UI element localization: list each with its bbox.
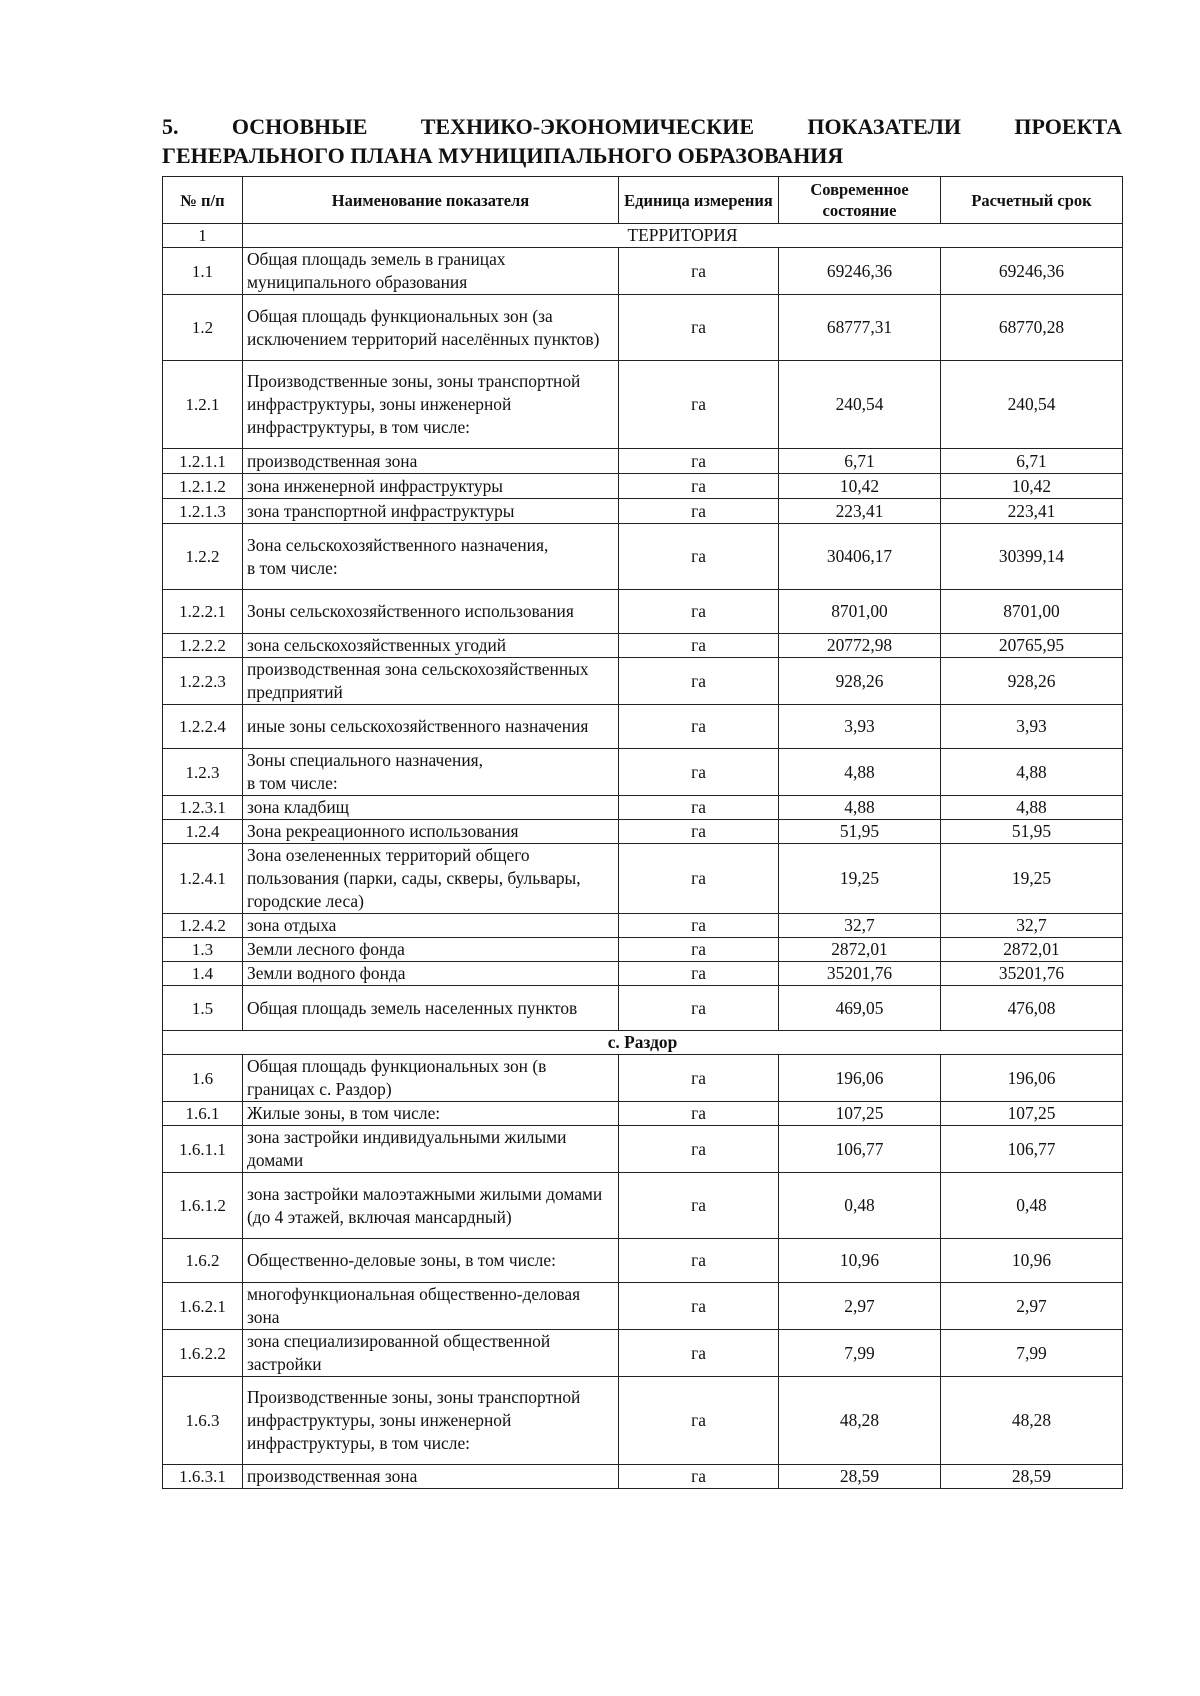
row-number: 1.6.1 bbox=[163, 1102, 243, 1126]
indicator-name: производственная зона bbox=[243, 1465, 619, 1489]
unit-cell: га bbox=[619, 1055, 779, 1102]
row-number: 1.6.1.1 bbox=[163, 1126, 243, 1173]
unit-cell: га bbox=[619, 248, 779, 295]
current-value: 4,88 bbox=[779, 796, 941, 820]
current-value: 2,97 bbox=[779, 1283, 941, 1330]
table-row bbox=[163, 914, 1123, 938]
unit-cell: га bbox=[619, 938, 779, 962]
unit-cell: га bbox=[619, 749, 779, 796]
table-row bbox=[163, 1239, 1123, 1283]
unit-cell: га bbox=[619, 1330, 779, 1377]
row-number: 1.5 bbox=[163, 986, 243, 1031]
table-row bbox=[163, 361, 1123, 449]
planned-value: 68770,28 bbox=[941, 295, 1123, 361]
section-title-line2: ГЕНЕРАЛЬНОГО ПЛАНА МУНИЦИПАЛЬНОГО ОБРАЗОВАНИЯ bbox=[162, 143, 844, 168]
indicator-name: Производственные зоны, зоны транспортной инфраструктуры, зоны инженерной инфраструктуры, в том числе: bbox=[243, 361, 619, 449]
indicator-name: Зона рекреационного использования bbox=[243, 820, 619, 844]
planned-value: 223,41 bbox=[941, 499, 1123, 524]
indicator-name: зона кладбищ bbox=[243, 796, 619, 820]
unit-cell: га bbox=[619, 1239, 779, 1283]
current-value: 35201,76 bbox=[779, 962, 941, 986]
current-value: 469,05 bbox=[779, 986, 941, 1031]
row-number: 1.2.1.2 bbox=[163, 474, 243, 499]
planned-value: 7,99 bbox=[941, 1330, 1123, 1377]
table-row bbox=[163, 634, 1123, 658]
row-number: 1.4 bbox=[163, 962, 243, 986]
table-row bbox=[163, 499, 1123, 524]
table-row bbox=[163, 1465, 1123, 1489]
unit-cell: га bbox=[619, 499, 779, 524]
unit-cell: га bbox=[619, 1377, 779, 1465]
indicator-name: зона транспортной инфраструктуры bbox=[243, 499, 619, 524]
unit-cell: га bbox=[619, 962, 779, 986]
table-row bbox=[163, 1330, 1123, 1377]
current-value: 223,41 bbox=[779, 499, 941, 524]
current-value: 10,96 bbox=[779, 1239, 941, 1283]
planned-value: 30399,14 bbox=[941, 524, 1123, 590]
planned-value: 2,97 bbox=[941, 1283, 1123, 1330]
indicator-name: многофункциональная общественно-деловая зона bbox=[243, 1283, 619, 1330]
unit-cell: га bbox=[619, 705, 779, 749]
indicator-name: производственная зона сельскохозяйственных предприятий bbox=[243, 658, 619, 705]
planned-value: 6,71 bbox=[941, 449, 1123, 474]
planned-value: 476,08 bbox=[941, 986, 1123, 1031]
row-number: 1.6.2.1 bbox=[163, 1283, 243, 1330]
table-header-row bbox=[163, 177, 1123, 224]
current-value: 4,88 bbox=[779, 749, 941, 796]
current-value: 28,59 bbox=[779, 1465, 941, 1489]
row-number: 1.2.2.2 bbox=[163, 634, 243, 658]
table-row bbox=[163, 248, 1123, 295]
row-number: 1.2.1 bbox=[163, 361, 243, 449]
current-value: 107,25 bbox=[779, 1102, 941, 1126]
document-page bbox=[162, 112, 1122, 1486]
table-row bbox=[163, 474, 1123, 499]
planned-value: 106,77 bbox=[941, 1126, 1123, 1173]
row-number: 1.6 bbox=[163, 1055, 243, 1102]
indicator-name: зона застройки индивидуальными жилыми домами bbox=[243, 1126, 619, 1173]
indicator-name: Общая площадь земель населенных пунктов bbox=[243, 986, 619, 1031]
section-number: 1 bbox=[163, 224, 243, 248]
planned-value: 4,88 bbox=[941, 749, 1123, 796]
planned-value: 69246,36 bbox=[941, 248, 1123, 295]
indicator-name: Зона сельскохозяйственного назначения, в том числе: bbox=[243, 524, 619, 590]
current-value: 19,25 bbox=[779, 844, 941, 914]
row-number: 1.2.1.1 bbox=[163, 449, 243, 474]
table-row bbox=[163, 524, 1123, 590]
header-unit: Единица измерения bbox=[619, 177, 779, 224]
indicator-name: Общая площадь функциональных зон (за исключением территорий населённых пунктов) bbox=[243, 295, 619, 361]
row-number: 1.2.4.1 bbox=[163, 844, 243, 914]
table-row bbox=[163, 1377, 1123, 1465]
planned-value: 51,95 bbox=[941, 820, 1123, 844]
table-row bbox=[163, 295, 1123, 361]
unit-cell: га bbox=[619, 474, 779, 499]
unit-cell: га bbox=[619, 590, 779, 634]
row-number: 1.2.3.1 bbox=[163, 796, 243, 820]
section-label: с. Раздор bbox=[163, 1031, 1123, 1055]
table-row bbox=[163, 1173, 1123, 1239]
row-number: 1.2.2.3 bbox=[163, 658, 243, 705]
table-row bbox=[163, 986, 1123, 1031]
planned-value: 107,25 bbox=[941, 1102, 1123, 1126]
header-num: № п/п bbox=[163, 177, 243, 224]
current-value: 10,42 bbox=[779, 474, 941, 499]
indicator-name: зона застройки малоэтажными жилыми домами (до 4 этажей, включая мансардный) bbox=[243, 1173, 619, 1239]
current-value: 48,28 bbox=[779, 1377, 941, 1465]
row-number: 1.2.4.2 bbox=[163, 914, 243, 938]
table-row bbox=[163, 820, 1123, 844]
header-current: Современное состояние bbox=[779, 177, 941, 224]
unit-cell: га bbox=[619, 986, 779, 1031]
indicator-name: Зоны сельскохозяйственного использования bbox=[243, 590, 619, 634]
planned-value: 2872,01 bbox=[941, 938, 1123, 962]
table-row bbox=[163, 962, 1123, 986]
indicator-name: зона специализированной общественной застройки bbox=[243, 1330, 619, 1377]
current-value: 196,06 bbox=[779, 1055, 941, 1102]
current-value: 32,7 bbox=[779, 914, 941, 938]
table-row bbox=[163, 796, 1123, 820]
indicator-name: зона сельскохозяйственных угодий bbox=[243, 634, 619, 658]
section-row-territory bbox=[163, 224, 1123, 248]
table-row bbox=[163, 1126, 1123, 1173]
row-number: 1.2.2.4 bbox=[163, 705, 243, 749]
table-row bbox=[163, 1283, 1123, 1330]
indicator-name: Общественно-деловые зоны, в том числе: bbox=[243, 1239, 619, 1283]
planned-value: 0,48 bbox=[941, 1173, 1123, 1239]
planned-value: 20765,95 bbox=[941, 634, 1123, 658]
indicator-name: Производственные зоны, зоны транспортной инфраструктуры, зоны инженерной инфраструктуры, в том числе: bbox=[243, 1377, 619, 1465]
section-row-razdor bbox=[163, 1031, 1123, 1055]
indicator-name: Земли водного фонда bbox=[243, 962, 619, 986]
table-row bbox=[163, 938, 1123, 962]
unit-cell: га bbox=[619, 914, 779, 938]
indicator-name: Общая площадь земель в границах муниципального образования bbox=[243, 248, 619, 295]
unit-cell: га bbox=[619, 844, 779, 914]
current-value: 30406,17 bbox=[779, 524, 941, 590]
indicator-name: зона отдыха bbox=[243, 914, 619, 938]
unit-cell: га bbox=[619, 634, 779, 658]
unit-cell: га bbox=[619, 820, 779, 844]
planned-value: 35201,76 bbox=[941, 962, 1123, 986]
planned-value: 32,7 bbox=[941, 914, 1123, 938]
section-label: ТЕРРИТОРИЯ bbox=[243, 224, 1123, 248]
current-value: 106,77 bbox=[779, 1126, 941, 1173]
table-row bbox=[163, 590, 1123, 634]
table-row bbox=[163, 1102, 1123, 1126]
current-value: 7,99 bbox=[779, 1330, 941, 1377]
row-number: 1.3 bbox=[163, 938, 243, 962]
row-number: 1.6.3 bbox=[163, 1377, 243, 1465]
indicators-table bbox=[162, 176, 1123, 1489]
section-title-line1: 5. ОСНОВНЫЕ ТЕХНИКО-ЭКОНОМИЧЕСКИЕ ПОКАЗАТЕЛИ ПРОЕКТА bbox=[162, 114, 1122, 139]
current-value: 3,93 bbox=[779, 705, 941, 749]
unit-cell: га bbox=[619, 1126, 779, 1173]
header-planned: Расчетный срок bbox=[941, 177, 1123, 224]
table-row bbox=[163, 705, 1123, 749]
table-row bbox=[163, 1055, 1123, 1102]
unit-cell: га bbox=[619, 658, 779, 705]
planned-value: 240,54 bbox=[941, 361, 1123, 449]
table-row bbox=[163, 844, 1123, 914]
planned-value: 3,93 bbox=[941, 705, 1123, 749]
row-number: 1.6.2 bbox=[163, 1239, 243, 1283]
table-row bbox=[163, 658, 1123, 705]
planned-value: 928,26 bbox=[941, 658, 1123, 705]
indicator-name: Общая площадь функциональных зон (в границах с. Раздор) bbox=[243, 1055, 619, 1102]
unit-cell: га bbox=[619, 1173, 779, 1239]
table-row bbox=[163, 749, 1123, 796]
row-number: 1.2.4 bbox=[163, 820, 243, 844]
unit-cell: га bbox=[619, 796, 779, 820]
current-value: 51,95 bbox=[779, 820, 941, 844]
current-value: 928,26 bbox=[779, 658, 941, 705]
indicator-name: иные зоны сельскохозяйственного назначения bbox=[243, 705, 619, 749]
unit-cell: га bbox=[619, 1102, 779, 1126]
planned-value: 4,88 bbox=[941, 796, 1123, 820]
header-name: Наименование показателя bbox=[243, 177, 619, 224]
section-title bbox=[162, 112, 1122, 170]
unit-cell: га bbox=[619, 295, 779, 361]
unit-cell: га bbox=[619, 1465, 779, 1489]
indicator-name: зона инженерной инфраструктуры bbox=[243, 474, 619, 499]
current-value: 8701,00 bbox=[779, 590, 941, 634]
indicator-name: Земли лесного фонда bbox=[243, 938, 619, 962]
planned-value: 8701,00 bbox=[941, 590, 1123, 634]
unit-cell: га bbox=[619, 524, 779, 590]
row-number: 1.2.2.1 bbox=[163, 590, 243, 634]
current-value: 69246,36 bbox=[779, 248, 941, 295]
current-value: 20772,98 bbox=[779, 634, 941, 658]
planned-value: 19,25 bbox=[941, 844, 1123, 914]
unit-cell: га bbox=[619, 449, 779, 474]
table-row bbox=[163, 449, 1123, 474]
indicator-name: Зона озелененных территорий общего пользования (парки, сады, скверы, бульвары, городские леса) bbox=[243, 844, 619, 914]
row-number: 1.2.2 bbox=[163, 524, 243, 590]
indicator-name: производственная зона bbox=[243, 449, 619, 474]
planned-value: 48,28 bbox=[941, 1377, 1123, 1465]
unit-cell: га bbox=[619, 1283, 779, 1330]
current-value: 68777,31 bbox=[779, 295, 941, 361]
row-number: 1.6.3.1 bbox=[163, 1465, 243, 1489]
row-number: 1.6.2.2 bbox=[163, 1330, 243, 1377]
current-value: 240,54 bbox=[779, 361, 941, 449]
current-value: 2872,01 bbox=[779, 938, 941, 962]
row-number: 1.2.3 bbox=[163, 749, 243, 796]
indicator-name: Жилые зоны, в том числе: bbox=[243, 1102, 619, 1126]
row-number: 1.6.1.2 bbox=[163, 1173, 243, 1239]
row-number: 1.2.1.3 bbox=[163, 499, 243, 524]
row-number: 1.2 bbox=[163, 295, 243, 361]
current-value: 6,71 bbox=[779, 449, 941, 474]
current-value: 0,48 bbox=[779, 1173, 941, 1239]
planned-value: 10,42 bbox=[941, 474, 1123, 499]
row-number: 1.1 bbox=[163, 248, 243, 295]
unit-cell: га bbox=[619, 361, 779, 449]
planned-value: 28,59 bbox=[941, 1465, 1123, 1489]
planned-value: 196,06 bbox=[941, 1055, 1123, 1102]
indicator-name: Зоны специального назначения, в том числе: bbox=[243, 749, 619, 796]
planned-value: 10,96 bbox=[941, 1239, 1123, 1283]
